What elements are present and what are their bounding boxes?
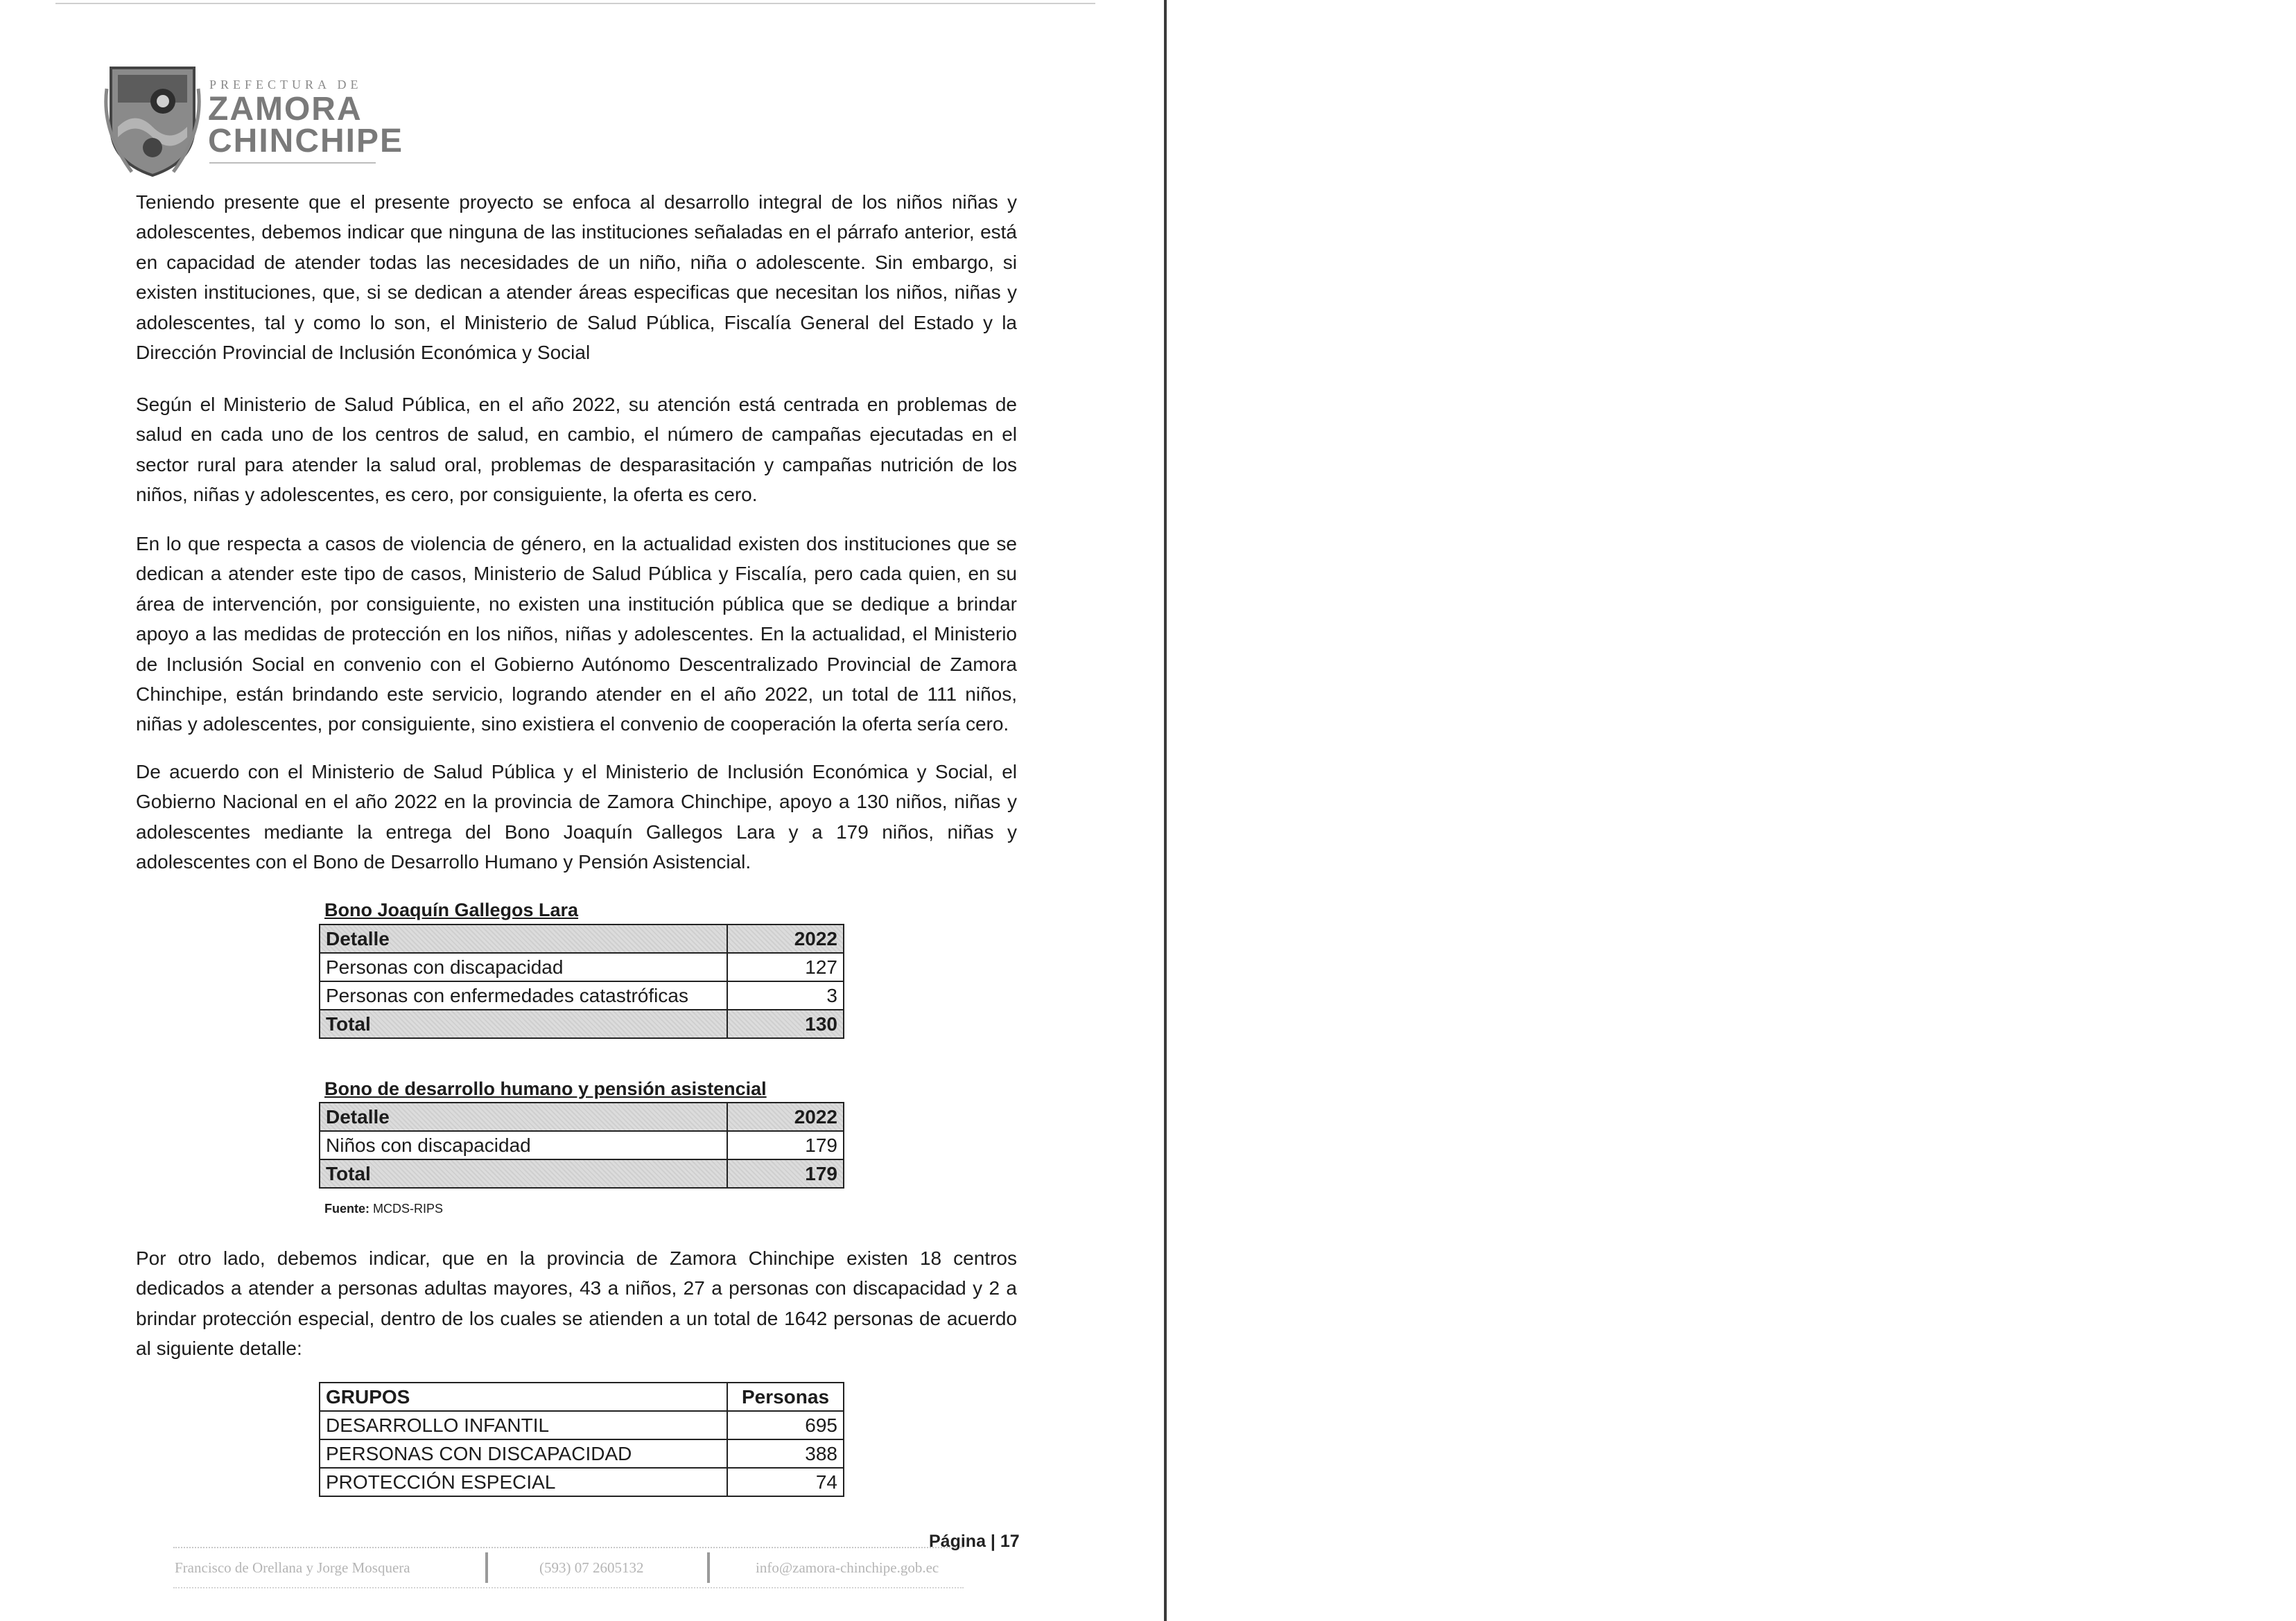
table-header-cell: Detalle [320, 925, 727, 953]
table-row [320, 1131, 844, 1159]
paragraph-1: Teniendo presente que el presente proyecto se enfoca al desarrollo integral de los niños niñas y adolescentes, debemos indicar que ninguna de las instituciones señaladas en el párrafo anterior, está en capacidad de atender todas las necesidades de un niño, niña o adolescente. Sin embargo, si existen instituciones, que, si se dedican a atender áreas especificas que necesitan los niños, niñas y adolescentes, tal y como lo son, el Ministerio de Salud Pública, Fiscalía General del Estado y la Dirección Provincial de Inclusión Económica y Social [136, 191, 1017, 364]
header-logo [104, 61, 404, 186]
table-header-row [320, 1383, 844, 1411]
table-header-cell: Personas [727, 1383, 844, 1411]
table2-title: Bono de desarrollo humano y pensión asistencial [324, 1078, 767, 1099]
table-header-row [320, 925, 844, 953]
table-cell: Niños con discapacidad [320, 1131, 727, 1159]
paragraph-3: En lo que respecta a casos de violencia de género, en la actualidad existen dos instituciones que se dedican a atender este tipo de casos, Ministerio de Salud Pública y Fiscalía, pero cada quien, en su área de intervención, por consiguiente, no existen una institución pública que se dedique a brindar apoyo a las medidas de protección en los niños, niñas y adolescentes. En la actualidad, el Ministerio de Inclusión Social en convenio con el Gobierno Autónomo Descentralizado Provincial de Zamora Chinchipe, están brindando este servicio, logrando atender en el año 2022, un total de 111 niños, niñas y adolescentes, por consiguiente, sino existiera el convenio de cooperación la oferta sería cero. [136, 533, 1017, 735]
table-row [320, 1468, 844, 1496]
table-cell: 130 [727, 1010, 844, 1038]
table-header-cell: GRUPOS [320, 1383, 727, 1411]
footer-separator [707, 1552, 710, 1583]
footer-rule [173, 1547, 964, 1549]
footer-address: Francisco de Orellana y Jorge Mosquera [175, 1559, 410, 1576]
table-bono-gallegos-lara [319, 924, 844, 1039]
table-grupos-personas [319, 1382, 844, 1497]
table-row [320, 1439, 844, 1468]
footer-rule-bottom [173, 1587, 964, 1589]
footer-separator [485, 1552, 488, 1583]
source-value: MCDS-RIPS [373, 1202, 444, 1216]
table-cell: 74 [727, 1468, 844, 1496]
table-cell: PERSONAS CON DISCAPACIDAD [320, 1439, 727, 1468]
table-cell: 127 [727, 953, 844, 981]
table-cell: Total [320, 1159, 727, 1188]
table-bono-desarrollo-humano [319, 1102, 844, 1189]
table-header-cell: 2022 [727, 925, 844, 953]
footer-phone: (593) 07 2605132 [539, 1559, 644, 1576]
table-row [320, 1411, 844, 1439]
logo-chinchipe-text: CHINCHIPE [208, 123, 404, 159]
table-cell: 695 [727, 1411, 844, 1439]
table-cell: 179 [727, 1159, 844, 1188]
table-row [320, 953, 844, 981]
table-cell: PROTECCIÓN ESPECIAL [320, 1468, 727, 1496]
logo-zamora-text: ZAMORA [208, 91, 363, 128]
footer-email: info@zamora-chinchipe.gob.ec [756, 1559, 939, 1576]
page-number: Página | 17 [929, 1532, 1020, 1551]
table1-title: Bono Joaquín Gallegos Lara [324, 900, 579, 920]
table-total-row [320, 1010, 844, 1038]
coat-of-arms-icon [104, 61, 201, 179]
table-cell: Personas con enfermedades catastróficas [320, 981, 727, 1010]
table-cell: Personas con discapacidad [320, 953, 727, 981]
paragraph-4: De acuerdo con el Ministerio de Salud Pública y el Ministerio de Inclusión Económica y Social, el Gobierno Nacional en el año 2022 en la provincia de Zamora Chinchipe, apoyo a 130 niños, niñas y adolescentes mediante la entrega del Bono Joaquín Gallegos Lara y a 179 niños, niñas y adolescentes con el Bono de Desarrollo Humano y Pensión Asistencial. [136, 761, 1017, 873]
table-header-cell: Detalle [320, 1103, 727, 1131]
paragraph-5: Por otro lado, debemos indicar, que en la provincia de Zamora Chinchipe existen 18 centros dedicados a atender a personas adultas mayores, 43 a niños, 27 a personas con discapacidad y 2 a brindar protección especial, dentro de los cuales se atienden a un total de 1642 personas de acuerdo al siguiente detalle: [136, 1247, 1017, 1360]
table-cell: Total [320, 1010, 727, 1038]
logo-underline [209, 162, 376, 164]
paragraph-2: Según el Ministerio de Salud Pública, en el año 2022, su atención está centrada en problemas de salud en cada uno de los centros de salud, en cambio, el número de campañas ejecutadas en el sector rural para atender la salud oral, problemas de desparasitación y campañas nutrición de los niños, niñas y adolescentes, es cero, por consiguiente, la oferta es cero. [136, 394, 1017, 506]
scan-mark-top [55, 3, 1095, 4]
table-cell: 388 [727, 1439, 844, 1468]
table-source-note [324, 1202, 443, 1216]
table-cell: DESARROLLO INFANTIL [320, 1411, 727, 1439]
table-row [320, 981, 844, 1010]
table-header-cell: 2022 [727, 1103, 844, 1131]
source-label: Fuente: [324, 1202, 369, 1216]
logo-prefectura-text: PREFECTURA DE [209, 78, 363, 91]
table-header-row [320, 1103, 844, 1131]
table-cell: 179 [727, 1131, 844, 1159]
page-divider [1164, 0, 1167, 1621]
table-cell: 3 [727, 981, 844, 1010]
table-total-row [320, 1159, 844, 1188]
